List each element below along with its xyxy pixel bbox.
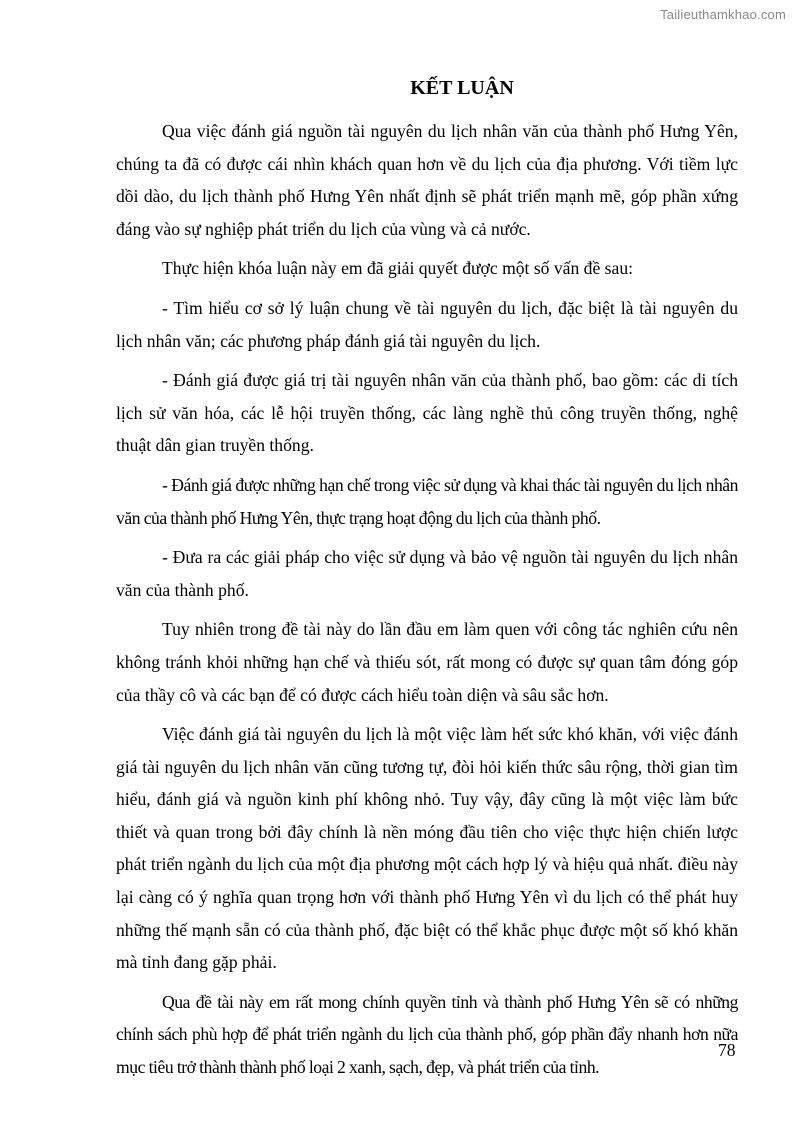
- paragraph-shortcomings: Tuy nhiên trong đề tài này do lần đầu em làm quen với công tác nghiên cứu nên không tránh khỏi những hạn chế và thiếu sót, rất mong có được sự quan tâm đóng góp của thầy cô và các bạn để có được cách hiểu toàn diện và sâu sắc hơn.: [116, 619, 738, 705]
- paragraph-item-limitations: - Đánh giá được những hạn chế trong việc sử dụng và khai thác tài nguyên du lịch nhân văn của thành phố Hưng Yên, thực trạng hoạt động du lịch của thành phố.: [116, 474, 738, 528]
- paragraph-item-evaluation: - Đánh giá được giá trị tài nguyên nhân văn của thành phố, bao gồm: các di tích lịch sử văn hóa, các lễ hội truyền thống, các làng nghề thủ công truyền thống, nghệ thuật dân gian truyền thống.: [116, 370, 738, 456]
- page-title: KẾT LUẬN: [410, 77, 514, 99]
- paragraph-intro: Qua việc đánh giá nguồn tài nguyên du lịch nhân văn của thành phố Hưng Yên, chúng ta đã có được cái nhìn khách quan hơn về du lịch của địa phương. Với tiềm lực dồi dào, du lịch thành phố Hưng Yên nhất định sẽ phát triển mạnh mẽ, góp phần xứng đáng vào sự nghiệp phát triển du lịch của vùng và cả nước.: [116, 121, 738, 239]
- document-page: [116, 72, 738, 1091]
- paragraph-item-theory: - Tìm hiểu cơ sở lý luận chung về tài nguyên du lịch, đặc biệt là tài nguyên du lịch nhân văn; các phương pháp đánh giá tài nguyên du lịch.: [116, 297, 738, 351]
- paragraph-closing: Qua đề tài này em rất mong chính quyền tỉnh và thành phố Hưng Yên sẽ có những chính sách phù hợp để phát triển ngành du lịch của thành phố, góp phần đẩy nhanh hơn nữa mục tiêu trở thành thành phố loại 2 xanh, sạch, đẹp, và phát triển của tỉnh.: [116, 991, 738, 1078]
- page-number: 78: [718, 1040, 736, 1060]
- watermark: Tailieuthamkhao.com: [660, 7, 786, 22]
- paragraph-importance: Việc đánh giá tài nguyên du lịch là một việc làm hết sức khó khăn, với việc đánh giá tài nguyên du lịch nhân văn cũng tương tự, đòi hỏi kiến thức sâu rộng, thời gian tìm hiểu, đánh giá và nguồn kinh phí không nhỏ. Tuy vậy, đây cũng là một việc làm bức thiết và quan trong bởi đây chính là nền móng đầu tiên cho việc thực hiện chiến lược phát triển ngành du lịch của một địa phương một cách hợp lý và hiệu quả nhất. điều này lại càng có ý nghĩa quan trọng hơn với thành phố Hưng Yên vì du lịch có thể phát huy những thế mạnh sẵn có của thành phố, đặc biệt có thể khắc phục được một số khó khăn mà tỉnh đang gặp phải.: [116, 724, 738, 973]
- paragraph-results-intro: Thực hiện khóa luận này em đã giải quyết được một số vấn đề sau:: [162, 258, 634, 279]
- paragraph-item-solutions: - Đưa ra các giải pháp cho việc sử dụng và bảo vệ nguồn tài nguyên du lịch nhân văn của thành phố.: [116, 547, 738, 600]
